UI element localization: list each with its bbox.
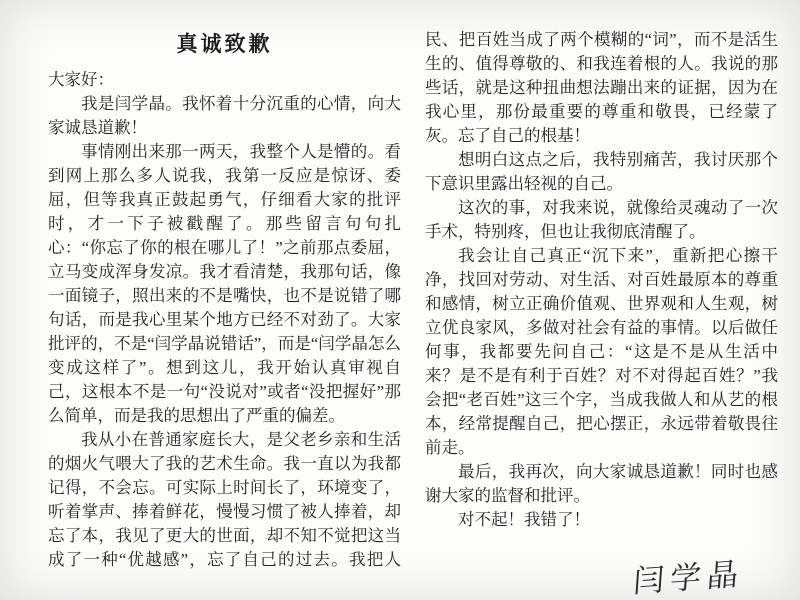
- letter-body: [48, 28, 778, 590]
- letter-paragraph: 这次的事，对我来说，就像给灵魂动了一次手术，特别疼，但也让我彻底清醒了。: [425, 198, 778, 241]
- letter-paragraph: 我是闫学晶。我怀着十分沉重的心情，向大家诚恳道歉！: [48, 94, 401, 137]
- letter-title: 真诚致歉: [176, 32, 273, 56]
- letter-paragraph: 对不起！我错了！: [458, 510, 590, 529]
- letter-content: [48, 28, 778, 600]
- letter-paragraph: 我会让自己真正“沉下来”，重新把心擦干净，找回对劳动、对生活、对百姓最原本的尊重和感情，树立正确价值观、世界观和人生观，树立优良家风，多做对社会有益的事情。以后做任何事，我都要先问自己：“这是不是从生活中来？是不是有利于百姓？对不对得起百姓？”我会把“老百姓”这三个字，当成我做人和从艺的根本，经常提醒自己，把心摆正，永远带着敬畏往前走。: [425, 246, 778, 457]
- letter-greeting: 大家好：: [48, 70, 114, 89]
- letter-paragraph: 想明白这点之后，我特别痛苦，我讨厌那个下意识里露出轻视的自己。: [425, 150, 778, 193]
- letter-paragraph: 我从小在普通家庭长大，是父老乡亲和生活的烟火气喂大了我的艺术生命。我一直以为我都记得，不会忘。可实际上时间长了，环境变了，听着掌声、捧着鲜花，慢慢习惯了被人捧着，却忘了本，我见了更大的世面，却不知不觉把这当成了一种“优越感”，忘了自己的过去。我把人民、把百姓当成了两个模糊的“词”，而不是活生生的、值得尊敬的、和我连着根的人。我说的那些话，就是这种扭曲想法蹦出来的证据，因为在我心里，那份最重要的尊重和敬畏，已经蒙了灰。忘了自己的根基！: [48, 30, 778, 569]
- signature: 闫学晶: [632, 556, 746, 600]
- letter-paragraph: 事情刚出来那一两天，我整个人是懵的。看到网上那么多人说我，我第一反应是惊讶、委屈，但等我真正鼓起勇气，仔细看大家的批评时，才一下子被戳醒了。那些留言句句扎心：“你忘了你的根在哪儿了！”之前那点委屈，立马变成浑身发凉。我才看清楚，我那句话，像一面镜子，照出来的不是嘴快，也不是说错了哪句话，而是我心里某个地方已经不对劲了。大家批评的，不是“闫学晶说错话”，而是“闫学晶怎么变成这样了”。想到这儿，我开始认真审视自己，这根本不是一句“没说对”或者“没把握好”那么简单，而是我的思想出了严重的偏差。: [48, 142, 401, 425]
- letter-paragraph: 最后，我再次，向大家诚恳道歉！同时也感谢大家的监督和批评。: [425, 462, 778, 505]
